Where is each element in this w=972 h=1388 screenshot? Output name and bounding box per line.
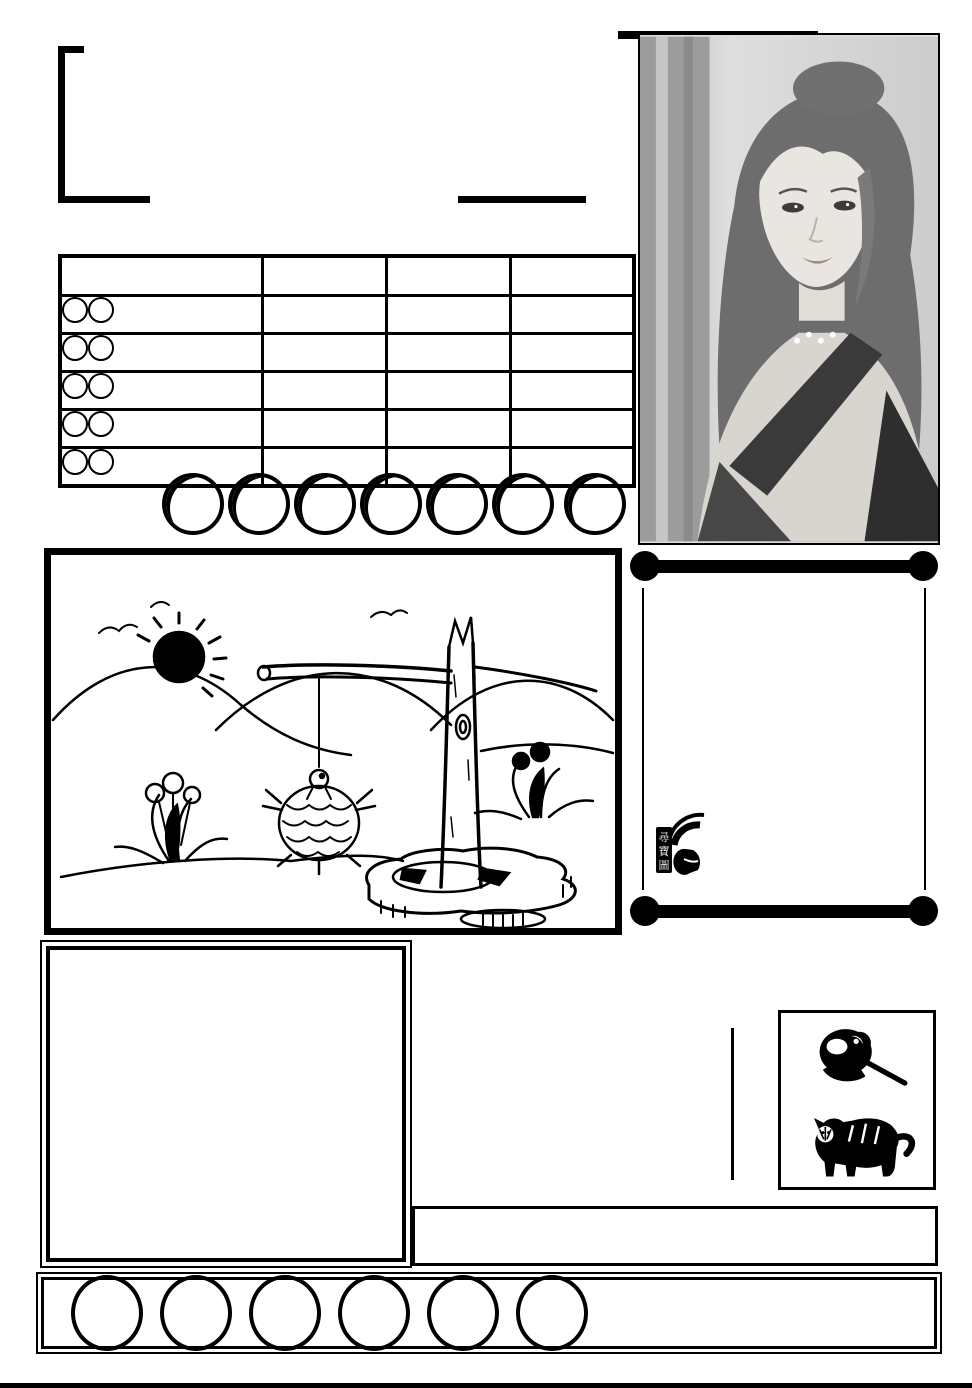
key-attack-inner bbox=[46, 946, 406, 1262]
table-row bbox=[60, 372, 634, 410]
range-badge bbox=[88, 335, 114, 361]
bottom-border-strip bbox=[30, 1353, 942, 1383]
draw-ball bbox=[492, 473, 554, 535]
col-header-weak bbox=[386, 256, 510, 296]
strong-value bbox=[262, 372, 386, 410]
last-draw-result bbox=[40, 466, 636, 542]
key-attack-text bbox=[114, 956, 398, 1252]
bottom-rule bbox=[0, 1383, 972, 1388]
snake-icon bbox=[796, 1017, 918, 1097]
poem-divider bbox=[731, 1028, 734, 1180]
left-border-strip bbox=[0, 0, 30, 1388]
table-header-row bbox=[60, 256, 634, 296]
weak-value bbox=[386, 334, 510, 372]
draw-ball bbox=[228, 473, 290, 535]
range-badge bbox=[62, 411, 88, 437]
money-tip-box bbox=[412, 1206, 938, 1266]
selected-numbers-row bbox=[41, 1277, 937, 1349]
svg-text:圖: 圖 bbox=[658, 860, 670, 872]
selected-number bbox=[160, 1275, 232, 1351]
special-ball bbox=[564, 473, 626, 535]
draw-ball bbox=[162, 473, 224, 535]
range-badge bbox=[62, 373, 88, 399]
table-row bbox=[60, 334, 634, 372]
offer-value bbox=[510, 410, 634, 448]
range-badge bbox=[88, 297, 114, 323]
selected-number bbox=[427, 1275, 499, 1351]
treasure-map-stamp bbox=[654, 807, 706, 882]
top-border-strip bbox=[30, 0, 942, 33]
table-row bbox=[60, 410, 634, 448]
draw-ball bbox=[426, 473, 488, 535]
key-attack-box bbox=[40, 940, 412, 1268]
weak-value bbox=[386, 372, 510, 410]
table-row bbox=[60, 296, 634, 334]
draw-ball bbox=[360, 473, 422, 535]
zodiac-picks-box bbox=[778, 1010, 936, 1190]
selected-number bbox=[249, 1275, 321, 1351]
publication-info bbox=[645, 453, 933, 455]
weak-value bbox=[386, 296, 510, 334]
scroll-rod-top bbox=[634, 560, 934, 573]
strong-value bbox=[262, 334, 386, 372]
col-header-gate bbox=[60, 256, 262, 296]
svg-text:尋: 尋 bbox=[658, 832, 670, 844]
key-attack-vertical-title bbox=[52, 956, 114, 1252]
svg-text:寶: 寶 bbox=[658, 846, 670, 858]
right-border-strip bbox=[942, 0, 972, 1388]
range-badge bbox=[88, 411, 114, 437]
tiger-icon bbox=[793, 1105, 921, 1183]
selected-number bbox=[338, 1275, 410, 1351]
scroll-rod-bottom bbox=[634, 905, 934, 918]
range-badge bbox=[88, 373, 114, 399]
masthead bbox=[58, 42, 630, 202]
portrait-photo bbox=[640, 35, 938, 543]
offer-value bbox=[510, 334, 634, 372]
selected-number bbox=[71, 1275, 143, 1351]
range-badge bbox=[62, 335, 88, 361]
draw-balls bbox=[162, 473, 630, 535]
riddle-illustration bbox=[44, 548, 622, 935]
strong-value bbox=[262, 410, 386, 448]
col-header-strong bbox=[262, 256, 386, 296]
offer-value bbox=[510, 296, 634, 334]
draw-ball bbox=[294, 473, 356, 535]
turtle-scene-drawing bbox=[51, 555, 615, 928]
analysis-table bbox=[58, 254, 636, 488]
weak-value bbox=[386, 410, 510, 448]
selected-numbers-box bbox=[36, 1272, 942, 1354]
selected-number bbox=[516, 1275, 588, 1351]
last-draw-label bbox=[40, 486, 162, 522]
offer-value bbox=[510, 372, 634, 410]
strong-value bbox=[262, 296, 386, 334]
col-header-offer bbox=[510, 256, 634, 296]
cover-photo-panel bbox=[638, 33, 940, 545]
range-badge bbox=[62, 297, 88, 323]
one-word-scroll-panel bbox=[630, 552, 938, 936]
